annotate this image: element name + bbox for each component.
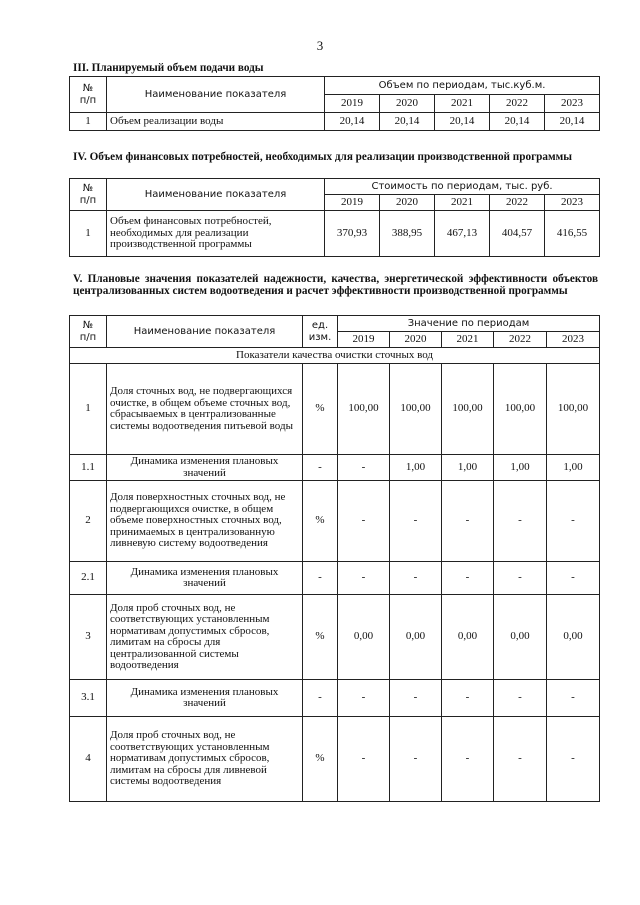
row-name: Динамика изменения плановых значений: [107, 680, 303, 717]
col-name-header: Наименование показателя: [107, 77, 325, 113]
financial-needs-table: [69, 178, 600, 257]
col-unit-header: ед. изм.: [303, 316, 338, 348]
col-period-header: Стоимость по периодам, тыс. руб.: [325, 179, 600, 195]
row-value: -: [390, 481, 442, 562]
row-value: -: [494, 717, 547, 802]
year-cell: 2019: [325, 195, 380, 211]
col-name-header: Наименование показателя: [107, 316, 303, 348]
row-value: -: [547, 717, 600, 802]
row-value: -: [442, 717, 494, 802]
group-row: [70, 348, 600, 364]
table-row: [70, 680, 600, 717]
row-value: -: [547, 481, 600, 562]
year-cell: 2021: [442, 332, 494, 348]
row-value: 1,00: [442, 455, 494, 481]
row-value: -: [338, 680, 390, 717]
row-value: 20,14: [435, 113, 490, 131]
row-no: 1: [70, 364, 107, 455]
year-cell: 2019: [338, 332, 390, 348]
row-value: -: [338, 481, 390, 562]
row-value: 100,00: [494, 364, 547, 455]
col-no-header: № п/п: [70, 316, 107, 348]
row-name: Динамика изменения плановых значений: [107, 455, 303, 481]
row-name: Доля сточных вод, не подвергающихся очистке, в общем объеме сточных вод, сбрасываемых в централизованные системы водоотведения питьевой воды: [107, 364, 303, 455]
row-value: 20,14: [545, 113, 600, 131]
row-value: -: [338, 562, 390, 595]
table-row: [70, 481, 600, 562]
row-value: -: [494, 481, 547, 562]
col-period-header: Объем по периодам, тыс.куб.м.: [325, 77, 600, 95]
col-no-header: № п/п: [70, 77, 107, 113]
year-cell: 2023: [547, 332, 600, 348]
row-value: 1,00: [494, 455, 547, 481]
row-value: 467,13: [435, 211, 490, 257]
row-value: 404,57: [490, 211, 545, 257]
section5-title: V. Плановые значения показателей надежности, качества, энергетической эффективности объектов централизованных систем водоотведения и расчет эффективности производственной программы: [73, 273, 598, 297]
row-no: 1.1: [70, 455, 107, 481]
row-value: -: [442, 680, 494, 717]
row-name: Доля поверхностных сточных вод, не подвергающихся очистке, в общем объеме поверхностных сточных вод, принимаемых в централизованную ливневую систему водоотведения: [107, 481, 303, 562]
row-value: -: [390, 562, 442, 595]
page-number: 3: [316, 38, 324, 53]
row-value: 0,00: [547, 595, 600, 680]
row-value: 1,00: [547, 455, 600, 481]
group-title: Показатели качества очистки сточных вод: [70, 348, 600, 364]
row-value: 416,55: [545, 211, 600, 257]
row-name: Доля проб сточных вод, не соответствующих установленным нормативам допустимых сбросов, лимитам на сбросы для ливневой системы водоотведения: [107, 717, 303, 802]
row-unit: %: [303, 717, 338, 802]
row-value: 0,00: [390, 595, 442, 680]
row-no: 1: [70, 113, 107, 131]
year-cell: 2023: [545, 95, 600, 113]
row-no: 2.1: [70, 562, 107, 595]
year-cell: 2019: [325, 95, 380, 113]
indicators-table: [69, 315, 600, 802]
row-value: 370,93: [325, 211, 380, 257]
row-value: 0,00: [442, 595, 494, 680]
table-row: [70, 595, 600, 680]
row-unit: -: [303, 562, 338, 595]
row-no: 2: [70, 481, 107, 562]
year-cell: 2022: [490, 195, 545, 211]
row-no: 3: [70, 595, 107, 680]
year-cell: 2022: [490, 95, 545, 113]
row-value: 100,00: [442, 364, 494, 455]
row-value: 388,95: [380, 211, 435, 257]
row-name: Доля проб сточных вод, не соответствующих установленным нормативам допустимых сбросов, лимитам на сбросы для централизованной системы водоотведения: [107, 595, 303, 680]
row-value: -: [494, 680, 547, 717]
year-cell: 2022: [494, 332, 547, 348]
row-value: -: [338, 717, 390, 802]
row-value: 20,14: [325, 113, 380, 131]
row-name: Объем реализации воды: [107, 113, 325, 131]
col-period-header: Значение по периодам: [338, 316, 600, 332]
section4-title: IV. Объем финансовых потребностей, необходимых для реализации производственной программы: [73, 151, 572, 163]
row-unit: %: [303, 595, 338, 680]
row-no: 4: [70, 717, 107, 802]
table-row: [70, 364, 600, 455]
row-value: -: [390, 717, 442, 802]
row-name: Динамика изменения плановых значений: [107, 562, 303, 595]
row-unit: %: [303, 481, 338, 562]
row-value: 20,14: [380, 113, 435, 131]
table-row: [70, 562, 600, 595]
table-row: [70, 113, 600, 131]
row-unit: -: [303, 680, 338, 717]
row-unit: %: [303, 364, 338, 455]
row-value: -: [494, 562, 547, 595]
table-row: [70, 455, 600, 481]
row-value: -: [390, 680, 442, 717]
row-no: 1: [70, 211, 107, 257]
row-name: Объем финансовых потребностей, необходимых для реализации производственной программы: [107, 211, 325, 257]
col-no-header: № п/п: [70, 179, 107, 211]
row-value: -: [442, 562, 494, 595]
year-cell: 2020: [380, 95, 435, 113]
row-value: -: [442, 481, 494, 562]
row-value: 100,00: [338, 364, 390, 455]
row-unit: -: [303, 455, 338, 481]
row-value: 0,00: [494, 595, 547, 680]
year-cell: 2021: [435, 195, 490, 211]
row-value: 0,00: [338, 595, 390, 680]
table-row: [70, 211, 600, 257]
row-value: 1,00: [390, 455, 442, 481]
year-cell: 2020: [390, 332, 442, 348]
year-cell: 2023: [545, 195, 600, 211]
row-no: 3.1: [70, 680, 107, 717]
year-cell: 2020: [380, 195, 435, 211]
year-cell: 2021: [435, 95, 490, 113]
col-name-header: Наименование показателя: [107, 179, 325, 211]
row-value: -: [338, 455, 390, 481]
row-value: 100,00: [390, 364, 442, 455]
water-supply-table: [69, 76, 600, 131]
row-value: -: [547, 562, 600, 595]
row-value: -: [547, 680, 600, 717]
row-value: 100,00: [547, 364, 600, 455]
table-row: [70, 717, 600, 802]
row-value: 20,14: [490, 113, 545, 131]
section3-title: III. Планируемый объем подачи воды: [73, 62, 264, 74]
